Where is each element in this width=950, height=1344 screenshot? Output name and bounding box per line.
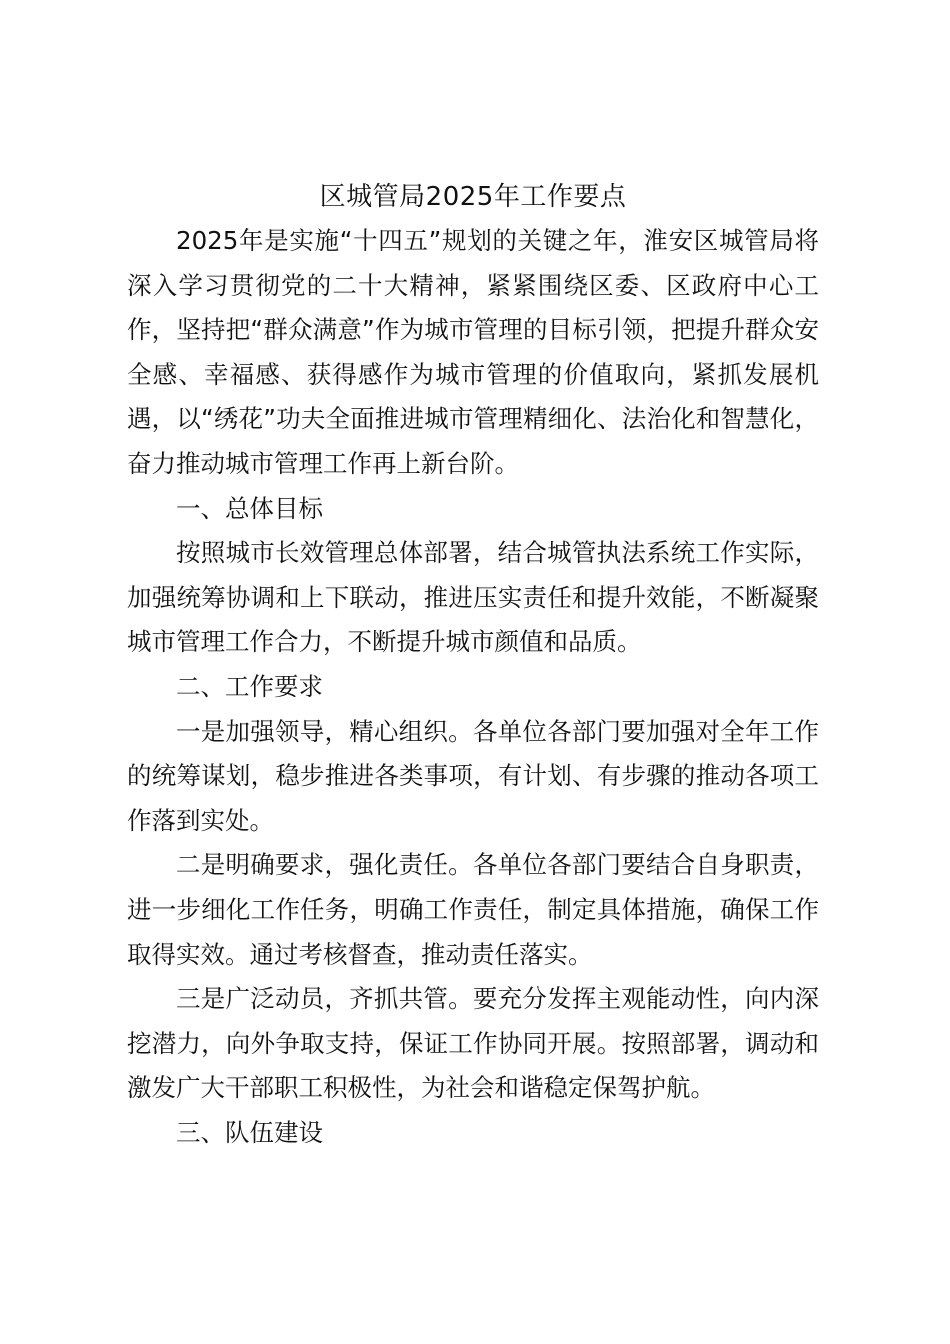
goals-paragraph: 按照城市长效管理总体部署，结合城管执法系统工作实际，加强统筹协调和上下联动，推进压实责任和提升效能，不断凝聚城市管理工作合力，不断提升城市颜值和品质。: [127, 538, 819, 657]
intro-paragraph: 2025年是实施“十四五”规划的关键之年，淮安区城管局将深入学习贯彻党的二十大精神，紧紧围绕区委、区政府中心工作，坚持把“群众满意”作为城市管理的目标引领，把提升群众安全感、幸福感、获得感作为城市管理的价值取向，紧抓发展机遇，以“绣花”功夫全面推进城市管理精细化、法治化和智慧化，奋力推动城市管理工作再上新台阶。: [127, 226, 819, 478]
requirement-item-3: 三是广泛动员，齐抓共管。要充分发挥主观能动性，向内深挖潜力，向外争取支持，保证工作协同开展。按照部署，调动和激发广大干部职工积极性，为社会和谐稳定保驾护航。: [127, 984, 819, 1103]
requirement-item-2: 二是明确要求，强化责任。各单位各部门要结合自身职责，进一步细化工作任务，明确工作责任，制定具体措施，确保工作取得实效。通过考核督查，推动责任落实。: [127, 850, 819, 969]
requirement-item-1: 一是加强领导，精心组织。各单位各部门要加强对全年工作的统筹谋划，稳步推进各类事项，有计划、有步骤的推动各项工作落到实处。: [127, 716, 819, 835]
section-heading-goals: 一、总体目标: [176, 493, 323, 523]
document-title: 区城管局2025年工作要点: [319, 182, 627, 212]
section-heading-team: 三、队伍建设: [176, 1117, 323, 1147]
section-heading-requirements: 二、工作要求: [176, 671, 323, 701]
document-page: [127, 175, 819, 1155]
